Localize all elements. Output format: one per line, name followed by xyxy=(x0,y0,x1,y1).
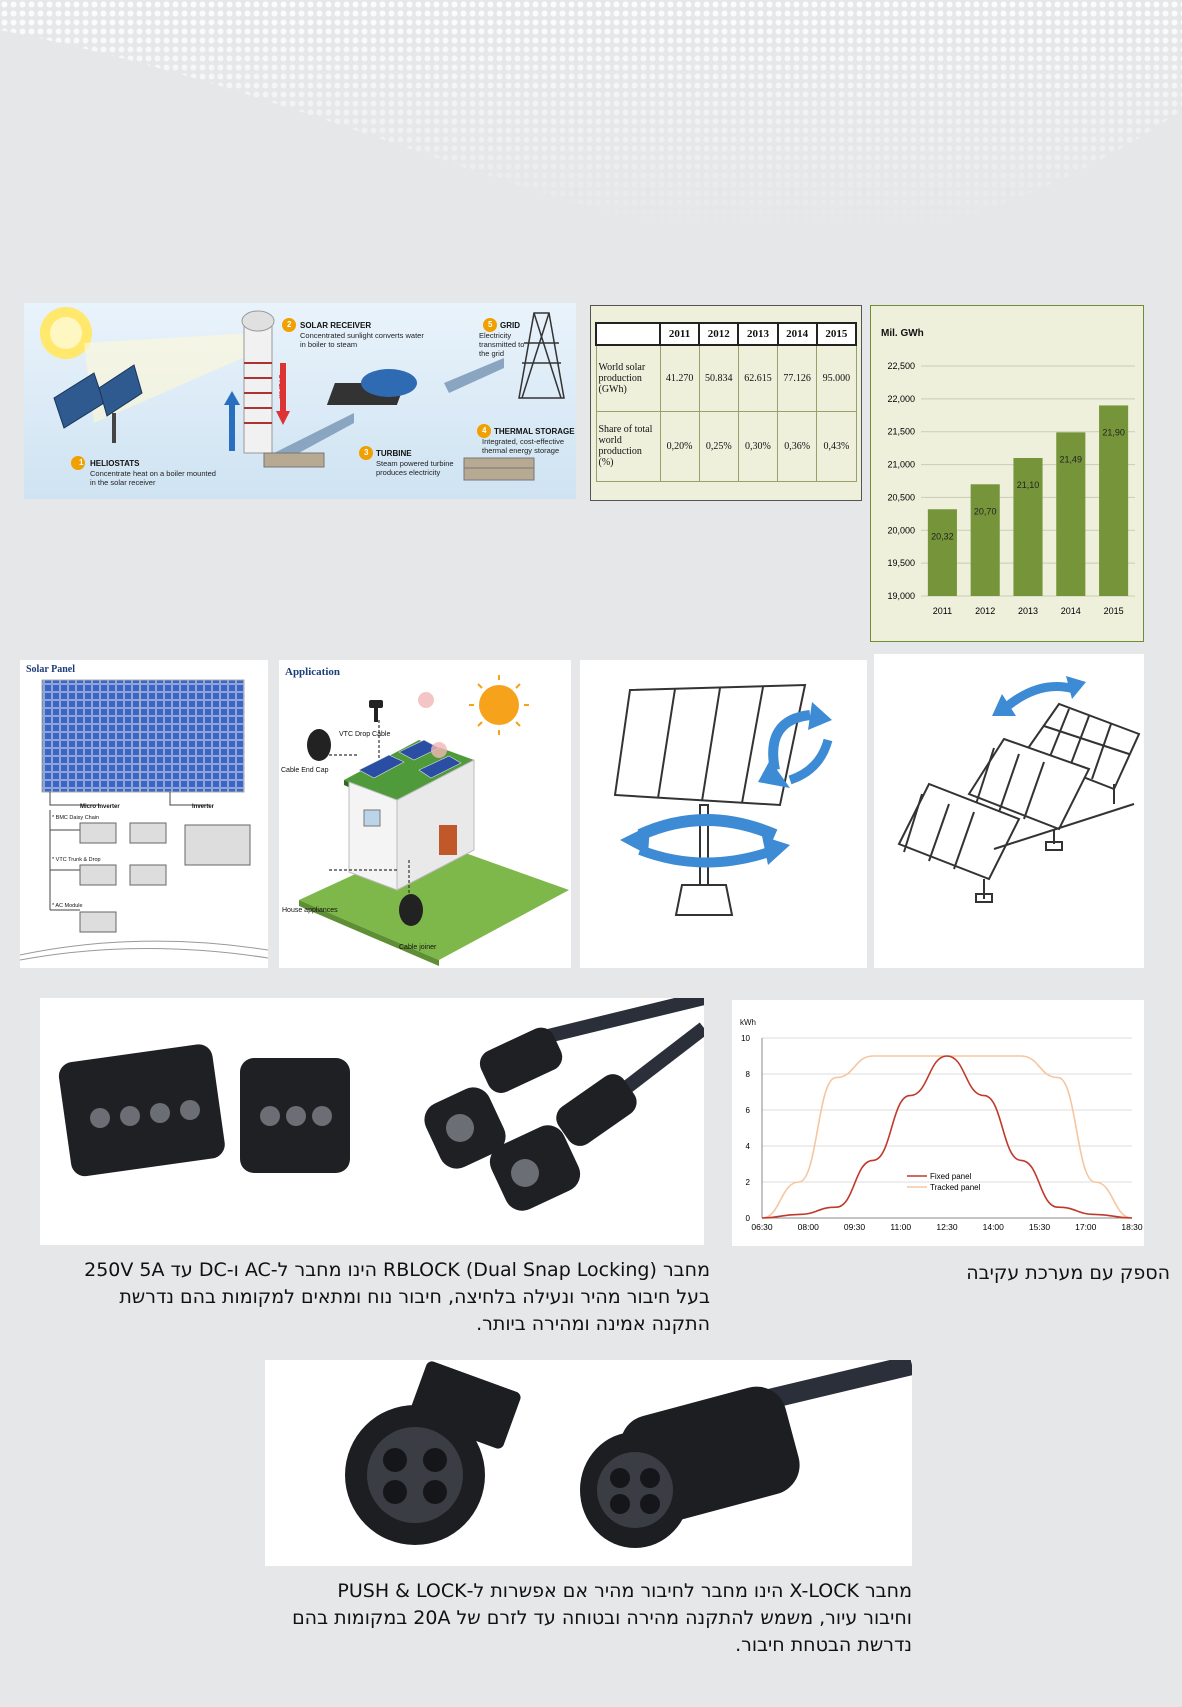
mil-gwh-bar-chart xyxy=(870,305,1144,642)
x-tick-label: 2014 xyxy=(1060,606,1081,616)
y-tick-label: 20,000 xyxy=(887,525,915,536)
fixed-panel-line xyxy=(762,1056,1132,1218)
x-tick-label: 08:00 xyxy=(797,1222,819,1232)
diagram-label: Micro Inverter xyxy=(80,804,120,810)
table-cell: 0,20% xyxy=(660,411,699,481)
x-tick-label: 12:30 xyxy=(936,1222,958,1232)
bar-2013 xyxy=(1013,458,1042,596)
single-axis-tracker-illustration xyxy=(874,654,1144,968)
step-3-title: TURBINE xyxy=(376,449,412,458)
xlock-connector-photo xyxy=(265,1360,912,1566)
step-5-desc: Electricity transmitted to the grid xyxy=(479,331,525,358)
legend-label: Tracked panel xyxy=(930,1183,981,1192)
y-tick-label: 21,000 xyxy=(887,459,915,470)
step-4-title: THERMAL STORAGE xyxy=(494,427,575,436)
y-axis-unit: Mil. GWh xyxy=(881,328,924,339)
legend-label: Fixed panel xyxy=(930,1172,972,1181)
y-tick-label: 20,500 xyxy=(887,492,915,503)
table-cell: 0,36% xyxy=(778,411,817,481)
step-3-desc: Steam powered turbine produces electricity xyxy=(376,459,454,477)
step-2-title: SOLAR RECEIVER xyxy=(300,321,372,330)
solar-panel-diagram xyxy=(20,660,268,968)
diagram-label: Cable joiner xyxy=(399,944,437,951)
rblock-connector-illustration xyxy=(40,998,704,1245)
x-tick-label: 14:00 xyxy=(982,1222,1004,1232)
house-illustration xyxy=(279,660,571,968)
y-tick-label: 22,000 xyxy=(887,393,915,404)
data-label: 20,70 xyxy=(973,506,997,517)
bar-2012 xyxy=(971,484,1000,596)
steam-label: STEAM xyxy=(276,374,284,399)
xlock-caption: מחבר X-LOCK הינו מחבר לחיבור מהיר אם אפשרות ל-PUSH & LOCK וחיבור עיור, משמש להתקנה מהירה ובטוחה עד לזרם של 20A במקומות בהם נדרשת הבטחת חיבור. xyxy=(292,1580,912,1656)
table-cell: 62.615 xyxy=(738,345,777,411)
year-header: 2015 xyxy=(817,323,856,345)
x-tick-label: 2013 xyxy=(1017,606,1039,616)
step-3-number: 3 xyxy=(364,448,369,457)
y-tick-label: 10 xyxy=(741,1034,750,1043)
table-cell: 41.270 xyxy=(660,345,699,411)
row-label: Share of total world production (%) xyxy=(596,411,660,481)
y-tick-label: 0 xyxy=(745,1214,750,1223)
rblock-connector-photo xyxy=(40,998,704,1245)
y-tick-label: 22,500 xyxy=(887,361,915,371)
table-row xyxy=(596,345,856,411)
solar-panel-illustration xyxy=(20,660,268,968)
y-tick-label: 6 xyxy=(745,1106,750,1115)
year-header: 2013 xyxy=(738,323,777,345)
tracked-panel-line xyxy=(762,1056,1132,1218)
kwh-unit-label: kWh xyxy=(740,1018,756,1027)
diagram-label: Cable End Cap xyxy=(281,767,329,774)
table-cell: 50.834 xyxy=(699,345,738,411)
y-tick-label: 4 xyxy=(745,1142,750,1151)
tracker-rows-illustration xyxy=(874,654,1144,968)
tracker-illustration xyxy=(580,660,867,968)
year-header: 2014 xyxy=(778,323,817,345)
year-header: 2012 xyxy=(699,323,738,345)
y-tick-label: 2 xyxy=(745,1178,750,1187)
table-cell: 0,43% xyxy=(817,411,856,481)
csp-plant-diagram xyxy=(24,303,576,499)
diagram-title: Solar Panel xyxy=(26,664,75,675)
year-header: 2011 xyxy=(660,323,699,345)
diagram-title: Application xyxy=(285,666,341,678)
data-label: 20,32 xyxy=(931,531,954,542)
diagram-label: * AC Module xyxy=(52,903,83,909)
header-blank xyxy=(596,323,660,345)
rblock-caption: מחבר RBLOCK (Dual Snap Locking) הינו מחבר ל-AC ו-DC עד 250V 5A בעל חיבור מהיר ונעילה בלחיצה, חיבור נוח ומתאים למקומות בהם נדרשת התקנה אמינה ומהירה ביותר. xyxy=(84,1259,710,1335)
diagram-label: VTC Drop Cable xyxy=(339,731,391,738)
x-tick-label: 09:30 xyxy=(843,1222,866,1232)
bar-2011 xyxy=(928,509,957,596)
table-cell: 0,25% xyxy=(699,411,738,481)
data-label: 21,10 xyxy=(1016,480,1040,490)
table-cell: 77.126 xyxy=(778,345,817,411)
application-diagram xyxy=(279,660,571,968)
diagram-label: * VTC Trunk & Drop xyxy=(52,857,101,863)
x-tick-label: 06:30 xyxy=(751,1222,773,1232)
step-2-number: 2 xyxy=(287,320,292,329)
x-tick-label: 11:00 xyxy=(890,1222,912,1232)
x-tick-label: 2011 xyxy=(932,606,953,616)
x-tick-label: 18:30 xyxy=(1121,1222,1143,1232)
y-tick-label: 19,500 xyxy=(887,558,915,569)
background-wave xyxy=(0,0,1182,320)
step-1-desc: Concentrate heat on a boiler mounted in the solar receiver xyxy=(90,469,216,487)
bar-chart-plot xyxy=(871,306,1144,642)
diagram-label: Inverter xyxy=(192,804,215,810)
step-2-desc: Concentrated sunlight converts water in boiler to steam xyxy=(300,331,424,349)
xlock-connector-illustration xyxy=(265,1360,912,1566)
row-label: World solar production (GWh) xyxy=(596,345,660,411)
diagram-label: * BMC Daisy Chain xyxy=(52,815,100,821)
kwh-line-plot xyxy=(732,1000,1144,1246)
solar-production-table xyxy=(590,305,862,501)
x-tick-label: 15:30 xyxy=(1028,1222,1051,1232)
step-1-number: 1 xyxy=(79,458,84,467)
y-tick-label: 8 xyxy=(745,1070,750,1079)
step-1-title: HELIOSTATS xyxy=(90,459,140,468)
y-tick-label: 21,500 xyxy=(887,426,915,437)
data-label: 21,90 xyxy=(1102,427,1125,438)
step-4-desc: Integrated, cost-effective thermal energy storage xyxy=(482,437,564,455)
table-cell: 95.000 xyxy=(817,345,856,411)
tracking-kwh-chart xyxy=(732,1000,1144,1246)
x-tick-label: 2012 xyxy=(975,606,996,616)
dual-axis-tracker-illustration xyxy=(580,660,867,968)
data-label: 21,49 xyxy=(1059,454,1083,465)
table-cell: 0,30% xyxy=(738,411,777,481)
tracking-caption: הספק עם מערכת עקיבה xyxy=(966,1262,1170,1284)
step-5-title: GRID xyxy=(500,321,520,330)
step-5-number: 5 xyxy=(488,320,493,329)
step-4-number: 4 xyxy=(482,426,487,435)
x-tick-label: 17:00 xyxy=(1075,1222,1097,1232)
table-row xyxy=(596,411,856,481)
water-label: WATER xyxy=(228,412,236,437)
x-tick-label: 2015 xyxy=(1103,606,1124,616)
y-tick-label: 19,000 xyxy=(887,591,915,601)
diagram-label: House appliances xyxy=(282,907,338,914)
